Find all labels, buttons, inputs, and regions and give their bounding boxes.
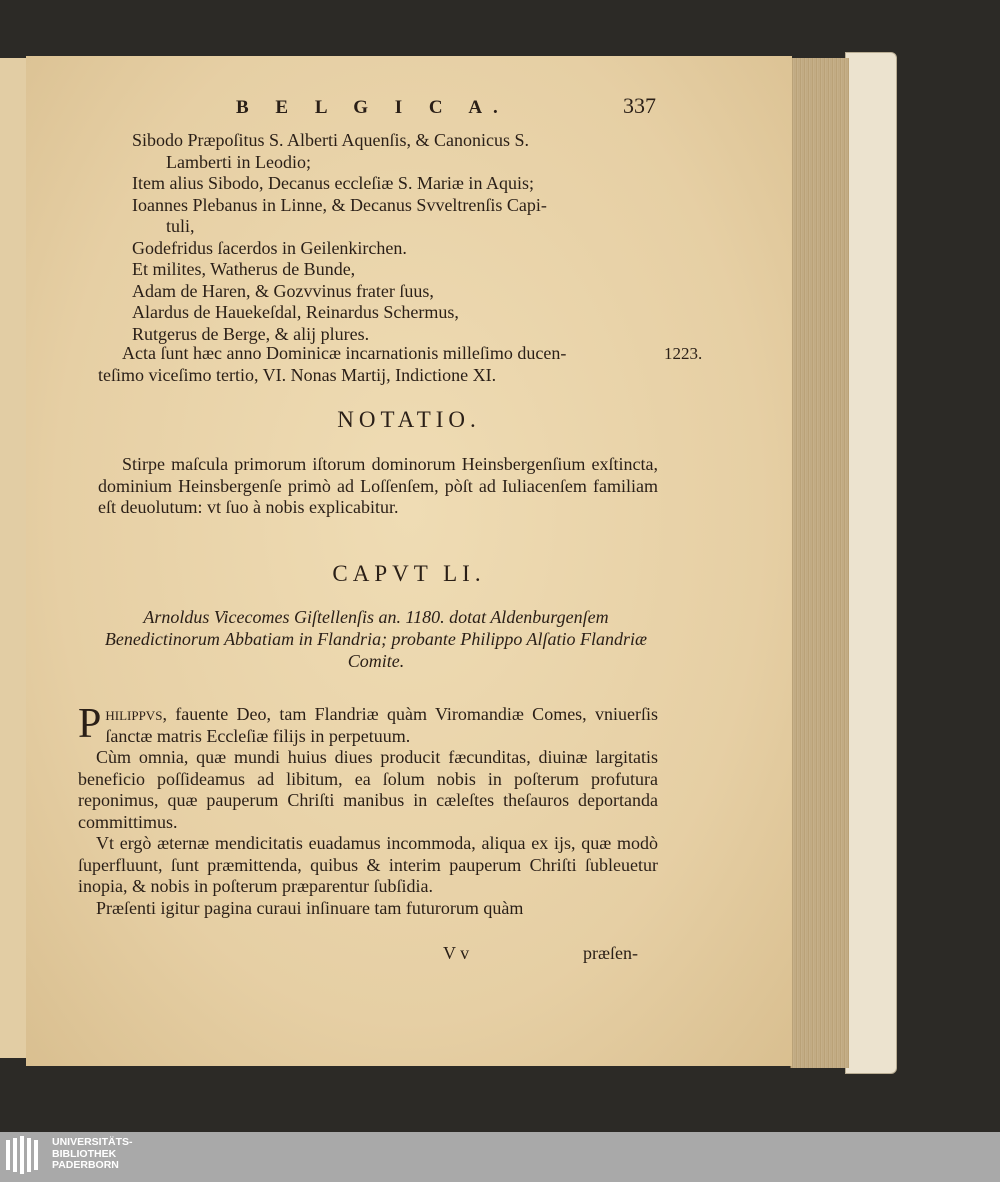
witness-line: Lamberti in Leodio; bbox=[166, 151, 311, 172]
charter-p1: , fauente Deo, tam Flandriæ quàm Viromandiæ Comes, vniuerſis ſanctæ matris Eccleſiæ filijs in perpetuum. bbox=[105, 704, 658, 746]
caput-heading: CAPVT LI. bbox=[332, 561, 486, 586]
smallcaps-name: hilippvs bbox=[105, 704, 163, 724]
notatio-body: Stirpe maſcula primorum iſtorum dominorum Heinsbergenſium exſtincta, dominium Heinsbergenſe primò ad Loſſenſem, pòſt ad Iuliacenſem familiam eſt deuolutum: vt ſuo à nobis explicabitur. bbox=[98, 454, 658, 517]
running-head: B E L G I C A. bbox=[236, 97, 509, 118]
witness-line: Alardus de Hauekeſdal, Reinardus Schermus, bbox=[132, 302, 459, 322]
acta-paragraph bbox=[98, 343, 703, 386]
witness-line: Godefridus ſacerdos in Geilenkirchen. bbox=[132, 237, 407, 258]
library-line: PADERBORN bbox=[52, 1159, 119, 1171]
witness-line: Et milites, Watherus de Bunde, bbox=[132, 259, 356, 279]
witness-list bbox=[132, 130, 547, 345]
caput-summary: Arnoldus Vicecomes Giſtellenſis an. 1180. dotat Aldenburgenſem Benedictinorum Abbatiam in Flandria; probante Philippo Alſatio Flandriæ Comite. bbox=[104, 607, 648, 671]
drop-cap: P bbox=[78, 701, 102, 747]
witness-line: Rutgerus de Berge, & alij plures. bbox=[132, 323, 370, 344]
book-page bbox=[26, 56, 792, 1066]
witness-line: Item alius Sibodo, Decanus eccleſiæ S. Mariæ in Aquis; bbox=[132, 173, 534, 193]
running-header bbox=[236, 93, 656, 119]
margin-year: 1223. bbox=[664, 344, 703, 363]
witness-line: Sibodo Præpoſitus S. Alberti Aquenſis, & Canonicus S. bbox=[132, 130, 530, 150]
book-cover-edge bbox=[845, 52, 897, 1074]
page-edges bbox=[790, 58, 849, 1068]
library-name bbox=[52, 1137, 133, 1172]
charter-paragraph: Vt ergò æternæ mendicitatis euadamus incommoda, aliqua ex ijs, quæ modò ſuperfluunt, ſunt præmittenda, quibus & interim pauperum Chriſti ſubleuetur inopia, & nobis in poſterum præparentur ſubſidia. bbox=[78, 833, 658, 896]
charter-paragraph: Cùm omnia, quæ mundi huius diues producit fæcunditas, diuinæ largitatis beneficio poſſideamus ad libitum, ea ſolum nobis in poſterum profutura reponimus, quæ pauperum Chriſti manibus in cæleſtes theſauros deportanda committimus. bbox=[78, 747, 658, 832]
acta-line-2: teſimo viceſimo tertio, VI. Nonas Martij, Indictione XI. bbox=[98, 364, 497, 385]
witness-line: tuli, bbox=[166, 216, 195, 236]
witness-line: Ioannes Plebanus in Linne, & Decanus Svveltrenſis Capi- bbox=[132, 194, 547, 215]
catchword: præſen- bbox=[583, 943, 638, 963]
library-line: UNIVERSITÄTS- bbox=[52, 1136, 133, 1148]
left-page-edge bbox=[0, 58, 28, 1058]
acta-line-1: Acta ſunt hæc anno Dominicæ incarnationis milleſimo ducen- bbox=[122, 343, 567, 363]
page-number: 337 bbox=[623, 93, 656, 118]
notatio-text bbox=[98, 454, 658, 519]
charter-paragraph bbox=[78, 701, 658, 747]
charter-paragraph: Præſenti igitur pagina curaui inſinuare tam futurorum quàm bbox=[96, 897, 524, 918]
library-line: BIBLIOTHEK bbox=[52, 1147, 117, 1160]
charter-text bbox=[78, 701, 658, 919]
library-logo-icon bbox=[6, 1136, 46, 1178]
library-footer bbox=[0, 1132, 1000, 1182]
signature-mark: V v bbox=[443, 943, 470, 963]
witness-line: Adam de Haren, & Gozvvinus frater ſuus, bbox=[132, 280, 434, 301]
notatio-heading: NOTATIO. bbox=[337, 407, 481, 432]
